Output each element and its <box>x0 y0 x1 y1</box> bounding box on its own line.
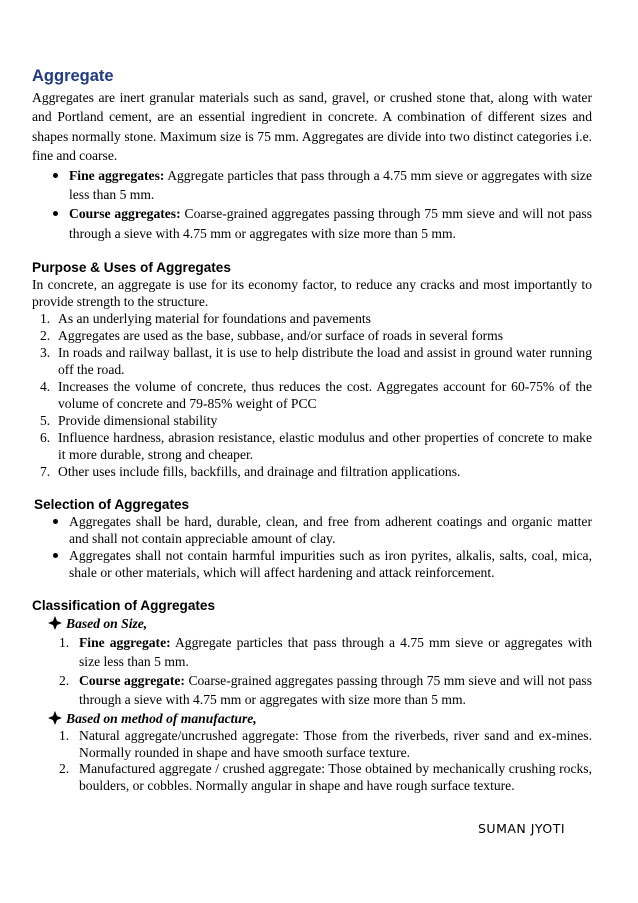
term: Fine aggregate: <box>79 635 171 651</box>
term: Course aggregates: <box>69 206 181 222</box>
size-classification-list <box>32 633 592 709</box>
term: Course aggregate: <box>79 673 185 689</box>
bullet-icon <box>53 173 58 178</box>
item-number: 6. <box>40 430 51 446</box>
item-number: 3. <box>40 345 51 361</box>
item-number: 5. <box>40 413 51 429</box>
list-item <box>40 327 592 344</box>
subheading-label: Based on Size, <box>66 616 148 632</box>
subheading-based-on-size <box>48 614 592 633</box>
footer-author: SUMAN JYOTI <box>478 821 566 836</box>
bullet-icon <box>53 519 58 524</box>
item-text: Aggregates shall be hard, durable, clean, and free from adherent coatings and organic matter and shall not contain appreciable amount of clay. <box>69 514 592 547</box>
item-text: Provide dimensional stability <box>58 413 218 429</box>
section-heading-selection: Selection of Aggregates <box>34 497 190 513</box>
section-heading-purpose: Purpose & Uses of Aggregates <box>32 260 231 276</box>
list-item <box>40 429 592 463</box>
item-text: Aggregates are used as the base, subbase, and/or surface of roads in several forms <box>58 328 504 344</box>
item-text: Manufactured aggregate / crushed aggregate: Those obtained by mechanically crushing rocks, boulders, or cobbles. Normally angular in shape and have rough surface texture. <box>79 761 592 793</box>
item-text: Increases the volume of concrete, thus reduces the cost. Aggregates account for 60-75% of the volume of concrete and 79-85% weight of PCC <box>58 379 592 412</box>
list-item <box>69 204 592 243</box>
term: Fine aggregates: <box>69 167 165 183</box>
list-item <box>69 547 592 581</box>
item-text: As an underlying material for foundations and pavements <box>58 311 371 327</box>
list-item <box>69 166 592 205</box>
item-number: 1. <box>59 635 70 651</box>
section-heading-classification: Classification of Aggregates <box>32 598 216 614</box>
list-item <box>40 412 592 429</box>
list-item <box>59 633 592 671</box>
bullet-icon <box>53 211 58 216</box>
item-text: Aggregates shall not contain harmful impurities such as iron pyrites, alkalis, salts, coal, mica, shale or other materials, which will affect hardening and attack reinforcement. <box>69 548 592 581</box>
list-item <box>59 761 592 794</box>
list-item <box>40 344 592 378</box>
item-number: 2. <box>59 761 70 777</box>
list-item <box>59 671 592 709</box>
item-text: Natural aggregate/uncrushed aggregate: Those from the riverbeds, river sand and ex-mines. Normally rounded in shape and have smooth surface texture. <box>79 728 592 760</box>
definition: Aggregate particles that pass through a 4.75 mm sieve or aggregates with size less than 5 mm. <box>79 635 592 670</box>
item-number: 2. <box>40 328 51 344</box>
item-number: 1. <box>59 728 70 744</box>
list-item <box>59 728 592 761</box>
diamond-bullet-icon <box>48 711 62 725</box>
list-item <box>69 513 592 547</box>
list-item <box>40 378 592 412</box>
list-item <box>40 310 592 327</box>
subheading-based-on-method <box>48 709 592 728</box>
subheading-label: Based on method of manufacture, <box>66 711 257 727</box>
item-text: In roads and railway ballast, it is use to help distribute the load and assist in ground water running off the road. <box>58 345 592 378</box>
list-item <box>40 463 592 480</box>
purpose-intro: In concrete, an aggregate is use for its economy factor, to reduce any cracks and most importantly to provide strength to the structure. <box>32 277 592 310</box>
definition: Coarse-grained aggregates passing through 75 mm sieve and will not pass through a sieve with 4.75 mm or aggregates with size more than 5 mm. <box>69 206 592 241</box>
item-number: 4. <box>40 379 51 395</box>
item-number: 1. <box>40 311 51 327</box>
definition: Aggregate particles that pass through a 4.75 mm sieve or aggregates with size less than 5 mm. <box>69 167 592 203</box>
item-number: 2. <box>59 673 70 689</box>
selection-list <box>32 513 592 581</box>
aggregate-intro: Aggregates are inert granular materials such as sand, gravel, or crushed stone that, along with water and Portland cement, are an essential ingredient in concrete. A combination of different sizes and shapes normally stone. Maximum size is 75 mm. Aggregates are divide into two distinct categories i.e. fine and coarse. <box>32 90 592 164</box>
aggregate-types-list <box>32 166 592 244</box>
item-text: Other uses include fills, backfills, and drainage and filtration applications. <box>58 464 461 480</box>
purpose-list <box>32 310 592 480</box>
document-body <box>32 66 592 794</box>
definition: Coarse-grained aggregates passing through 75 mm sieve and will not pass through a sieve with 4.75 mm or aggregates with size more than 5 mm. <box>79 673 592 708</box>
item-text: Influence hardness, abrasion resistance, elastic modulus and other properties of concrete to make it more durable, strong and cheaper. <box>58 430 592 463</box>
diamond-bullet-icon <box>48 616 62 630</box>
item-number: 7. <box>40 464 51 480</box>
method-classification-list <box>32 728 592 794</box>
bullet-icon <box>53 553 58 558</box>
section-heading-aggregate: Aggregate <box>32 67 114 85</box>
